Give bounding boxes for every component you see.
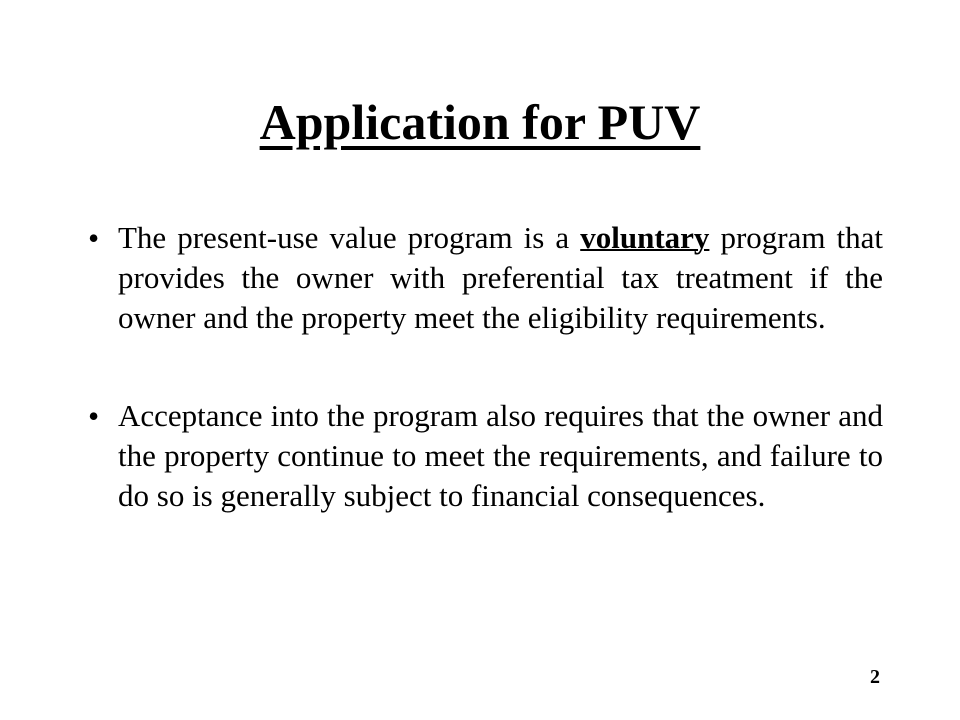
bullet-item-acceptance bbox=[88, 396, 883, 516]
bullet-marker: • bbox=[88, 220, 100, 256]
emphasized-word: voluntary bbox=[580, 220, 710, 255]
bullet-marker: • bbox=[88, 398, 100, 434]
bullet-text: Acceptance into the program also requires that the owner and the property continue to meet the requirements, and failure to do so is generally subject to financial consequences. bbox=[118, 398, 883, 513]
bullet-text bbox=[118, 218, 883, 338]
bullet-list bbox=[88, 218, 883, 574]
bullet-text-end: program that provides the owner with preferential tax treatment if the owner and the property meet the eligibility requirements. bbox=[118, 220, 883, 335]
bullet-text-start: The present-use value program is a bbox=[118, 220, 581, 255]
page-number: 2 bbox=[870, 666, 880, 688]
bullet-item-voluntary-program bbox=[88, 218, 883, 338]
slide-title: Application for PUV bbox=[259, 94, 701, 150]
